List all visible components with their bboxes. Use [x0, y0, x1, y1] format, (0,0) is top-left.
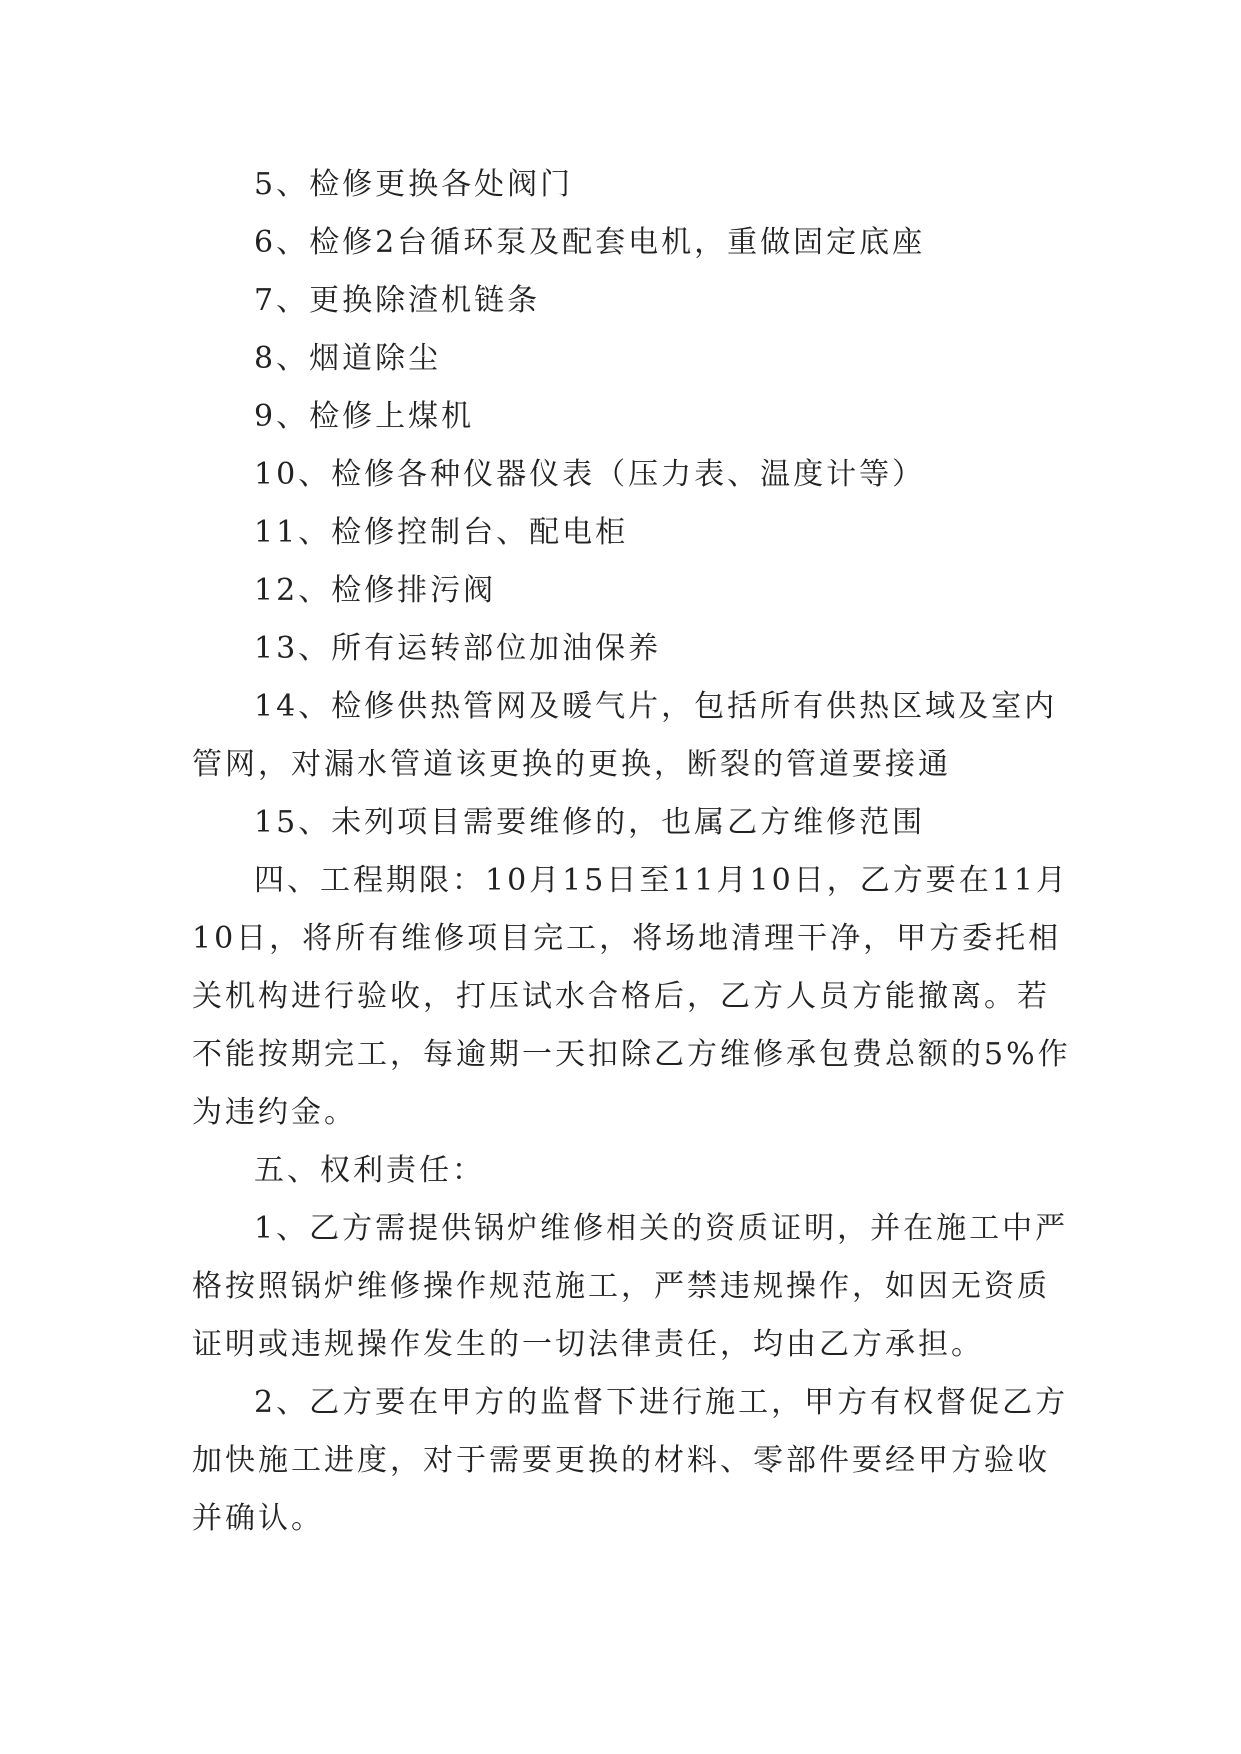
item-12-drain-valve: 12、检修排污阀	[254, 573, 497, 608]
item-13-lubrication: 13、所有运转部位加油保养	[254, 631, 662, 666]
item-7-slag-chain: 7、更换除渣机链条	[254, 283, 541, 318]
item-9-coal-feeder: 9、检修上煤机	[254, 399, 475, 434]
item-8-flue-dust: 8、烟道除尘	[254, 341, 442, 376]
item-11-control-panel: 11、检修控制台、配电柜	[254, 515, 629, 550]
item-5-valves: 5、检修更换各处阀门	[254, 167, 574, 202]
section-5-heading: 五、权利责任：	[254, 1153, 485, 1188]
clause-2-supervision: 2、乙方要在甲方的监督下进行施工，甲方有权督促乙方加快施工进度，对于需要更换的材料、零部件要经甲方验收并确认。	[192, 1385, 1069, 1536]
document-body	[192, 156, 1072, 1548]
item-6-pumps: 6、检修2台循环泵及配套电机，重做固定底座	[254, 225, 926, 260]
item-10-instruments: 10、检修各种仪器仪表（压力表、温度计等）	[254, 457, 926, 492]
item-15-other-repairs: 15、未列项目需要维修的，也属乙方维修范围	[254, 805, 926, 840]
clause-1-qualification: 1、乙方需提供锅炉维修相关的资质证明，并在施工中严格按照锅炉维修操作规范施工，严禁违规操作，如因无资质证明或违规操作发生的一切法律责任，均由乙方承担。	[192, 1211, 1069, 1362]
item-14-heating-network: 14、检修供热管网及暖气片，包括所有供热区域及室内管网，对漏水管道该更换的更换，断裂的管道要接通	[192, 689, 1058, 782]
section-4-project-period: 四、工程期限：10月15日至11月10日，乙方要在11月10日，将所有维修项目完工，将场地清理干净，甲方委托相关机构进行验收，打压试水合格后，乙方人员方能撤离。若不能按期完工，每逾期一天扣除乙方维修承包费总额的5%作为违约金。	[192, 863, 1071, 1130]
